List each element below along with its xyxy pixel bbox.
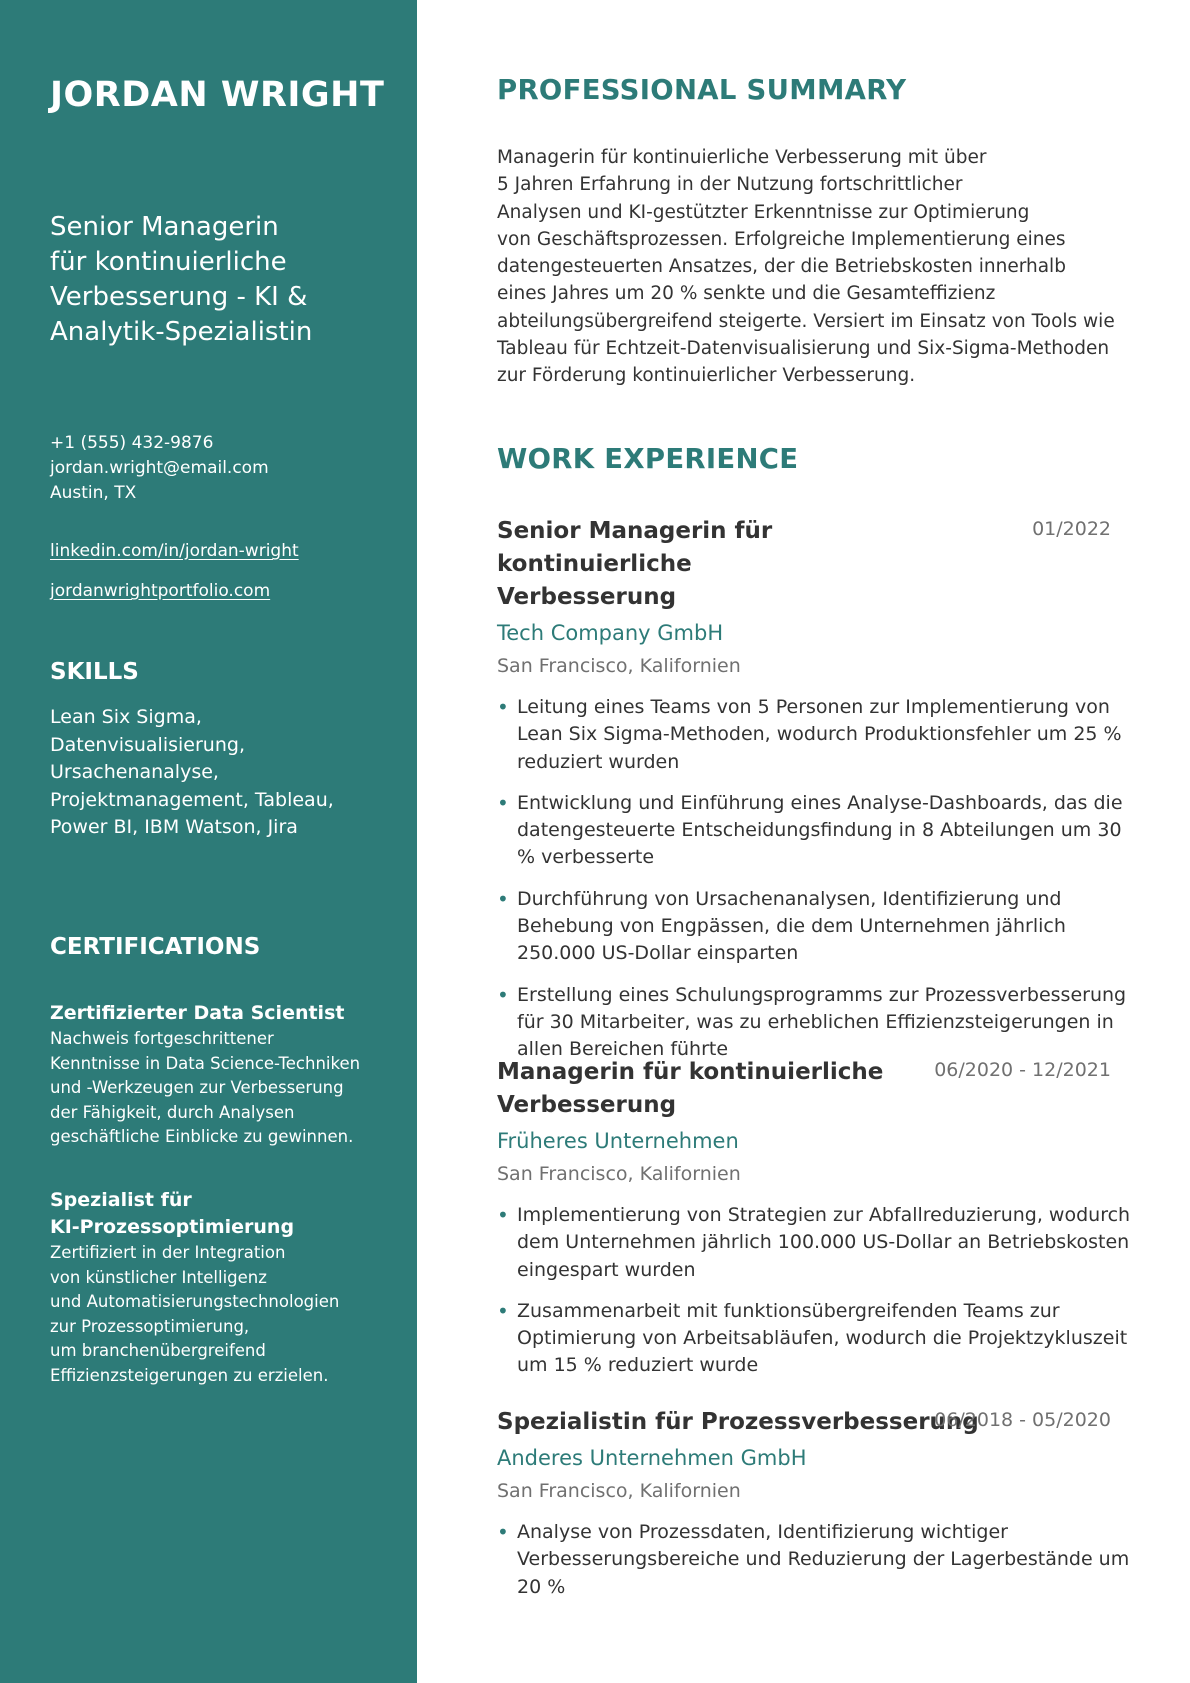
headline-line: Verbesserung - KI & xyxy=(50,282,308,312)
certification-title: Zertifizierter Data Scientist xyxy=(50,1002,345,1024)
bullet-line: 20 % xyxy=(517,1575,566,1598)
bullet-icon: • xyxy=(497,1520,509,1544)
job-bullets xyxy=(497,1202,1131,1380)
summary-line: Managerin für kontinuierliche Verbesserung mit über xyxy=(497,147,987,168)
certification-desc-line: Zertifiziert in der Integration xyxy=(50,1243,286,1262)
bullet-icon: • xyxy=(497,982,509,1007)
bullet-line: Lean Six Sigma-Methoden, wodurch Produktionsfehler um 25 % xyxy=(517,723,1122,746)
job-title xyxy=(497,515,947,614)
bullet-line: % verbesserte xyxy=(517,846,655,869)
headline-line: Senior Managerin xyxy=(50,212,279,242)
job-date: 06/2018 - 05/2020 xyxy=(934,1409,1111,1431)
certification-title-line: KI-Prozessoptimierung xyxy=(50,1216,295,1238)
headline-line: Analytik-Spezialistin xyxy=(50,317,313,347)
bullet-line: 250.000 US-Dollar einsparten xyxy=(517,942,799,965)
job-title-line: Managerin für kontinuierliche xyxy=(497,1059,884,1085)
bullet-line: Behebung von Engpässen, die dem Unternehmen jährlich xyxy=(517,915,1066,938)
job-date: 01/2022 xyxy=(1032,518,1111,540)
bullet-line: Leitung eines Teams von 5 Personen zur Implementierung von xyxy=(517,696,1110,718)
summary-line: von Geschäftsprozessen. Erfolgreiche Implementierung eines xyxy=(497,228,1066,250)
candidate-name: JORDAN WRIGHT xyxy=(50,75,385,115)
skills-line: Projektmanagement, Tableau, xyxy=(50,788,334,811)
bullet-line: Analyse von Prozessdaten, Identifizierung wichtiger xyxy=(517,1521,1008,1543)
certification-desc-line: der Fähigkeit, durch Analysen xyxy=(50,1102,295,1122)
bullet-line: allen Bereichen führte xyxy=(517,1038,729,1061)
certification-description xyxy=(50,1027,385,1150)
summary-line: Analysen und KI-gestützter Erkenntnisse zur Optimierung xyxy=(497,201,1030,223)
bullet-line: Verbesserungsbereiche und Reduzierung der Lagerbestände um xyxy=(517,1548,1130,1571)
certification-description xyxy=(50,1241,385,1388)
job-title xyxy=(497,1406,979,1439)
certification-desc-line: geschäftliche Einblicke zu gewinnen. xyxy=(50,1127,354,1146)
phone-number: +1 (555) 432-9876 xyxy=(50,433,214,453)
bullet-item xyxy=(497,790,1123,872)
bullet-item xyxy=(497,1519,1130,1601)
job-title-line: Spezialistin für Prozessverbesserung xyxy=(497,1409,979,1435)
certification-desc-line: und Automatisierungstechnologien xyxy=(50,1292,340,1311)
job-title xyxy=(497,1056,947,1122)
job-entry xyxy=(497,1056,1131,1380)
summary-line: abteilungsübergreifend steigerte. Versiert im Einsatz von Tools wie xyxy=(497,310,1115,332)
email-address: jordan.wright@email.com xyxy=(50,458,269,478)
job-bullets xyxy=(497,694,1127,1064)
job-entry xyxy=(497,515,1127,1064)
certification-title xyxy=(50,1187,385,1241)
certification-desc-line: Kenntnisse in Data Science-Techniken xyxy=(50,1053,361,1073)
skills-line: Lean Six Sigma, xyxy=(50,706,202,728)
bullet-line: datengesteuerte Entscheidungsfindung in 8 Abteilungen um 30 xyxy=(517,819,1122,842)
certification-desc-line: und -Werkzeugen zur Verbesserung xyxy=(50,1078,344,1097)
bullet-line: dem Unternehmen jährlich 100.000 US-Dollar an Betriebskosten xyxy=(517,1231,1130,1254)
certifications-heading: CERTIFICATIONS xyxy=(50,934,261,960)
bullet-item xyxy=(497,982,1127,1064)
job-title-line: Verbesserung xyxy=(497,584,677,610)
certification-item xyxy=(50,1187,385,1388)
portfolio-link[interactable]: jordanwrightportfolio.com xyxy=(50,581,271,601)
bullet-icon: • xyxy=(497,1298,509,1323)
job-entry xyxy=(497,1406,1130,1601)
bullet-item xyxy=(497,1298,1128,1380)
bullet-line: Durchführung von Ursachenanalysen, Identifizierung und xyxy=(517,887,1062,910)
certification-desc-line: zur Prozessoptimierung, xyxy=(50,1316,250,1336)
company-name: Tech Company GmbH xyxy=(497,621,724,645)
bullet-line: Zusammenarbeit mit funktionsübergreifenden Teams zur xyxy=(517,1299,1060,1322)
linkedin-link[interactable]: linkedin.com/in/jordan-wright xyxy=(50,541,299,561)
bullet-line: Entwicklung und Einführung eines Analyse-Dashboards, das die xyxy=(517,791,1123,814)
job-location: San Francisco, Kalifornien xyxy=(497,1163,741,1185)
job-headline xyxy=(50,210,385,350)
bullet-item xyxy=(497,1202,1131,1284)
job-location: San Francisco, Kalifornien xyxy=(497,1480,741,1502)
summary-line: Tableau für Echtzeit-Datenvisualisierung und Six-Sigma-Methoden xyxy=(497,338,1110,360)
summary-heading: PROFESSIONAL SUMMARY xyxy=(497,74,907,106)
bullet-item xyxy=(497,886,1111,968)
location: Austin, TX xyxy=(50,483,137,503)
certification-desc-line: Effizienzsteigerungen zu erzielen. xyxy=(50,1365,329,1385)
bullet-line: um 15 % reduziert wurde xyxy=(517,1354,759,1377)
bullet-icon: • xyxy=(497,886,509,911)
bullet-line: Optimierung von Arbeitsabläufen, wodurch die Projektzykluszeit xyxy=(517,1327,1128,1350)
bullet-line: Implementierung von Strategien zur Abfallreduzierung, wodurch xyxy=(517,1204,1131,1226)
job-title-line: Senior Managerin für kontinuierliche xyxy=(497,518,773,577)
summary-line: zur Förderung kontinuierlicher Verbesserung. xyxy=(497,365,916,387)
certification-item xyxy=(50,1000,385,1150)
experience-heading: WORK EXPERIENCE xyxy=(497,443,799,475)
bullet-line: reduziert wurden xyxy=(517,750,680,773)
bullet-line: Erstellung eines Schulungsprogramms zur Prozessverbesserung xyxy=(517,983,1127,1006)
summary-line: 5 Jahren Erfahrung in der Nutzung fortschrittlicher xyxy=(497,174,963,196)
bullet-item xyxy=(497,694,1122,776)
skills-line: Ursachenanalyse, xyxy=(50,761,219,783)
sidebar xyxy=(0,0,417,1683)
company-name: Anderes Unternehmen GmbH xyxy=(497,1446,807,1470)
job-location: San Francisco, Kalifornien xyxy=(497,655,741,677)
headline-line: für kontinuierliche xyxy=(50,247,287,277)
bullet-icon: • xyxy=(497,695,509,719)
bullet-icon: • xyxy=(497,790,509,815)
bullet-line: eingespart wurden xyxy=(517,1258,696,1281)
skills-line: Power BI, IBM Watson, Jira xyxy=(50,816,298,838)
certification-desc-line: um branchenübergreifend xyxy=(50,1341,266,1360)
company-name: Früheres Unternehmen xyxy=(497,1129,739,1153)
certification-desc-line: von künstlicher Intelligenz xyxy=(50,1267,267,1287)
skills-heading: SKILLS xyxy=(50,659,139,685)
summary-line: datengesteuerten Ansatzes, der die Betriebskosten innerhalb xyxy=(497,256,1066,278)
skills-list xyxy=(50,704,385,842)
contact-block xyxy=(50,431,385,506)
summary-text xyxy=(497,144,1115,390)
bullet-icon: • xyxy=(497,1203,509,1227)
job-title-line: Verbesserung xyxy=(497,1092,677,1118)
certification-title-line: Spezialist für xyxy=(50,1189,192,1211)
certification-desc-line: Nachweis fortgeschrittener xyxy=(50,1029,274,1048)
job-date: 06/2020 - 12/2021 xyxy=(934,1059,1111,1081)
bullet-line: für 30 Mitarbeiter, was zu erheblichen Effizienzsteigerungen in xyxy=(517,1010,1114,1033)
skills-line: Datenvisualisierung, xyxy=(50,733,245,756)
summary-line: eines Jahres um 20 % senkte und die Gesamteffizienz xyxy=(497,283,996,305)
job-bullets xyxy=(497,1519,1130,1601)
